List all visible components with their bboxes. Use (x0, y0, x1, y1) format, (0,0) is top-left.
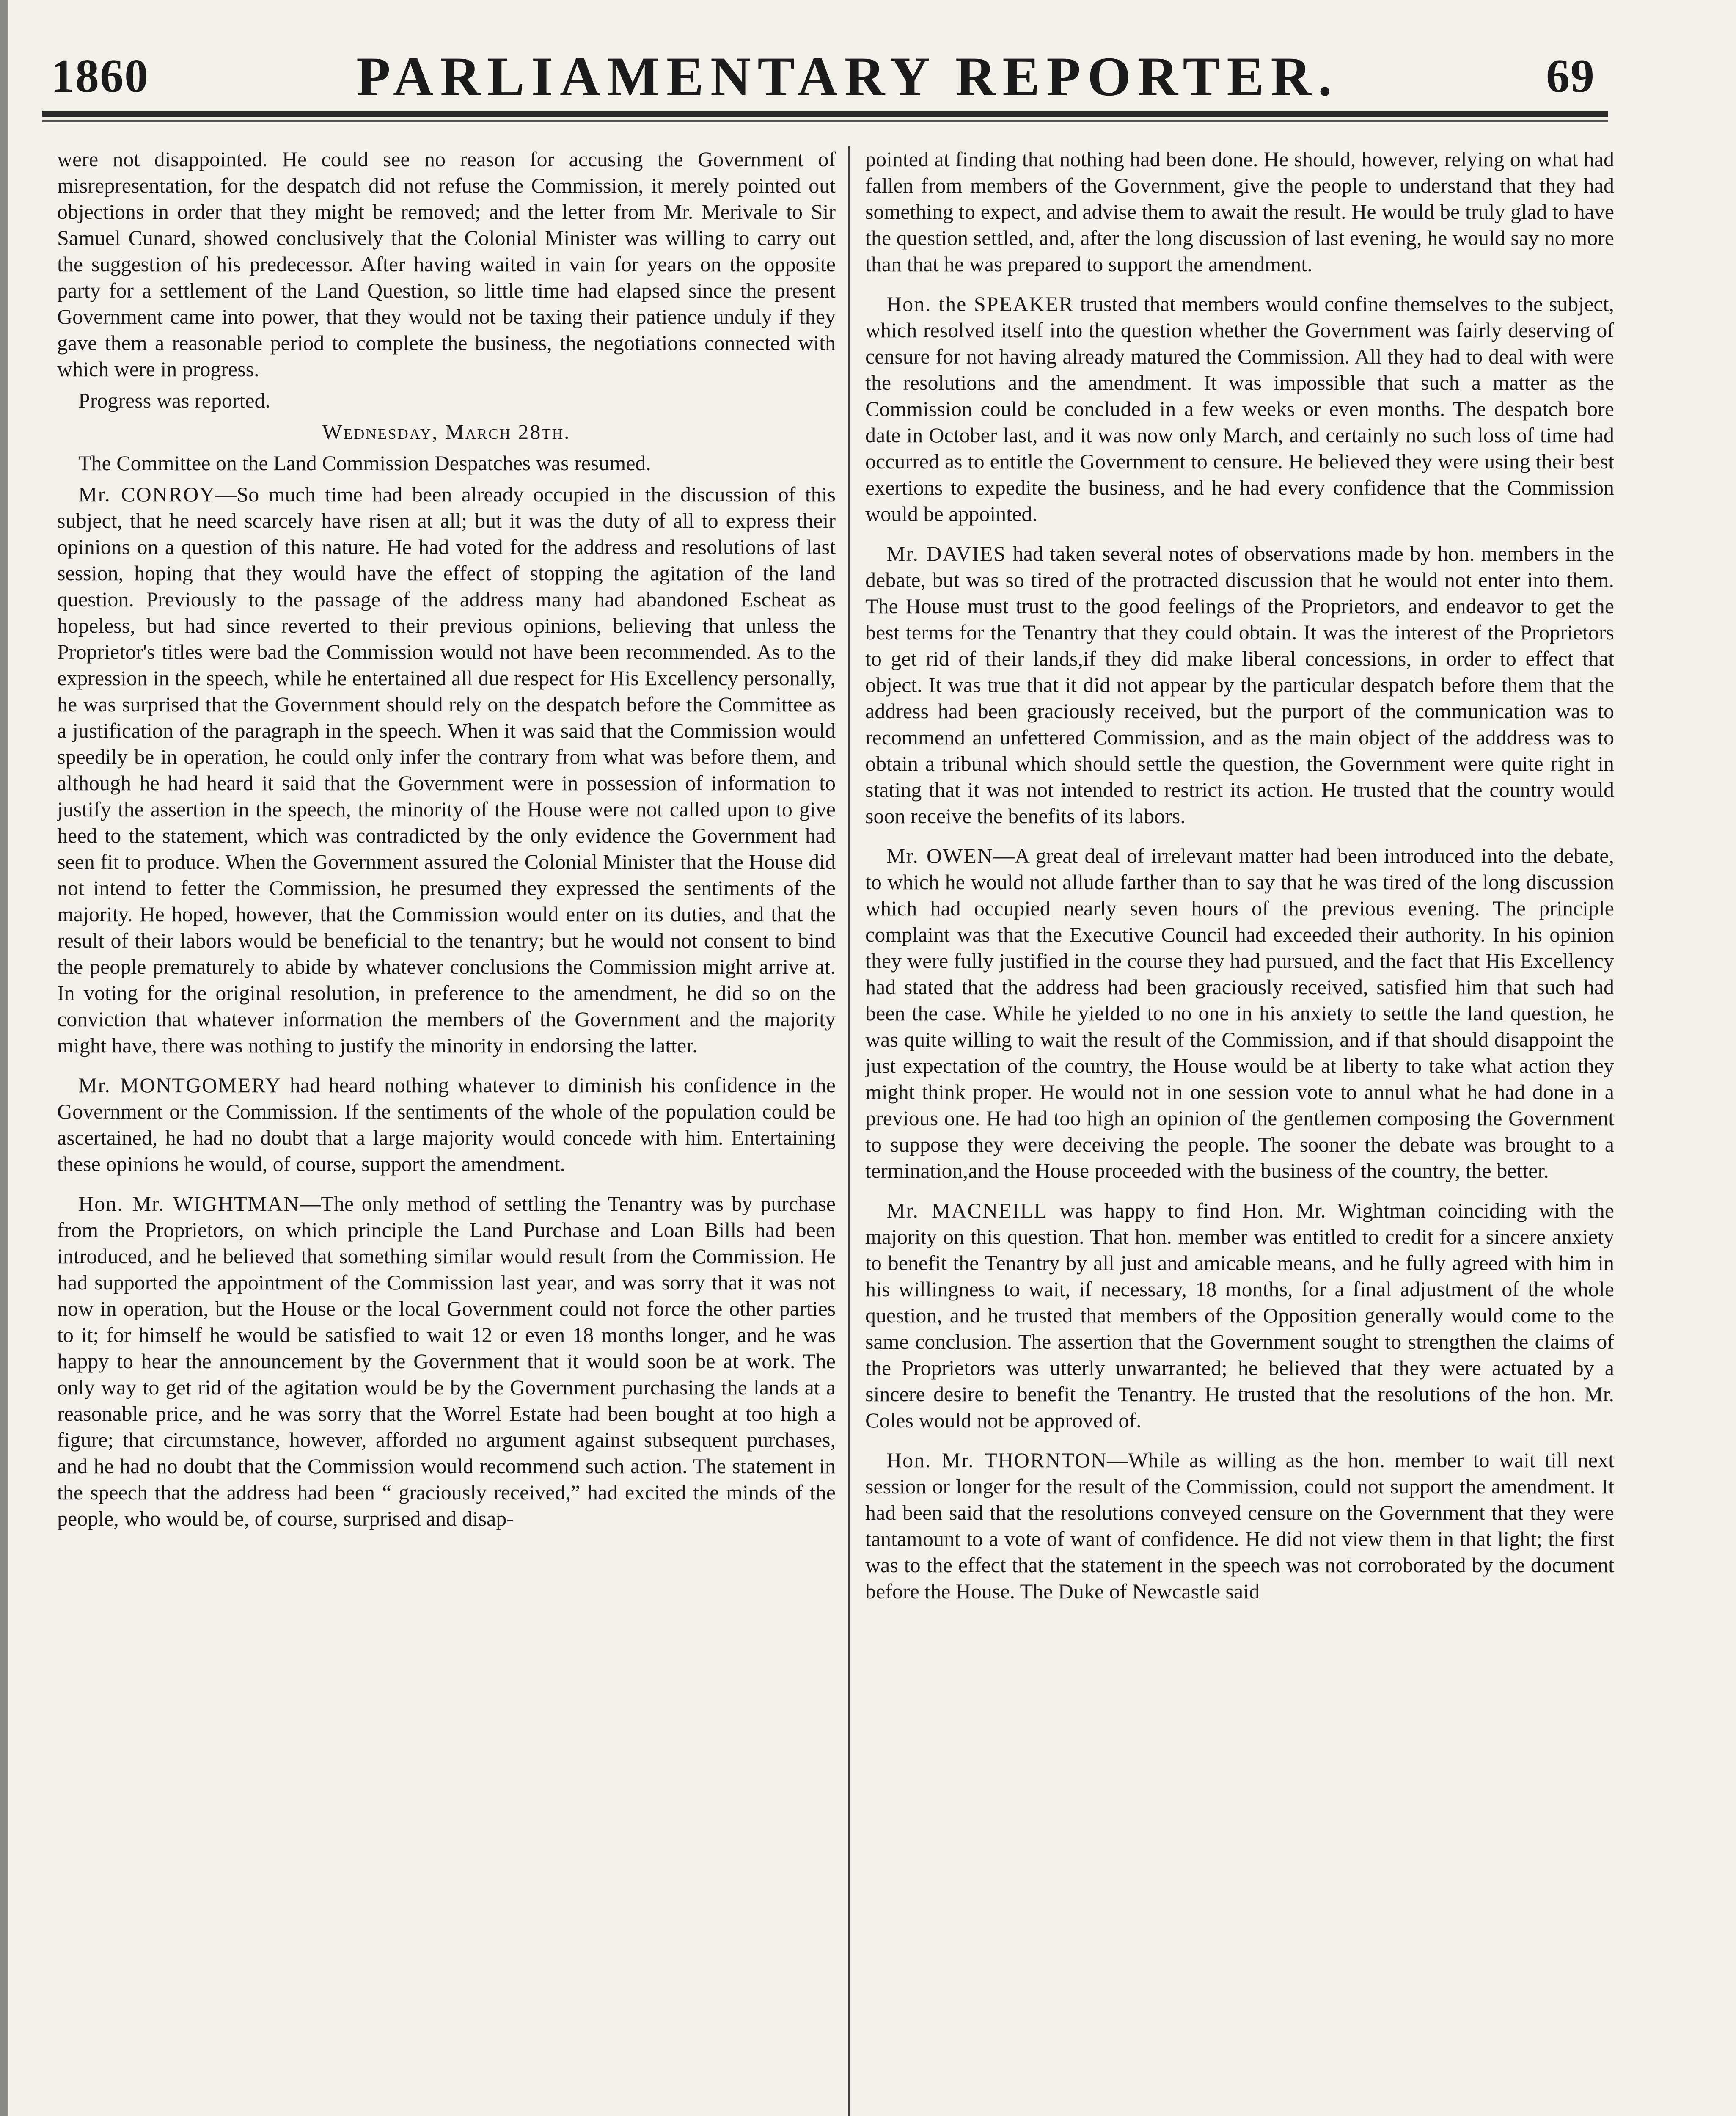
speech-montgomery: Mr. MONTGOMERY had heard nothing whatever to diminish his confidence in the Government or the Commission. If the sentiments of the whole of the population could be ascertained, he had no doubt that a large majority would concede with him. Entertaining these opinions he would, of course, support the amendment. (57, 1073, 836, 1176)
speaker-name: Hon. Mr. WIGHTMAN (78, 1192, 300, 1215)
paragraph-progress: Progress was reported. (78, 388, 271, 412)
page-number: 69 (1546, 50, 1595, 102)
page-header (51, 40, 1595, 112)
column-divider (848, 146, 850, 2116)
header-year: 1860 (51, 50, 149, 102)
right-column (865, 146, 1614, 2116)
speaker-name: Mr. DAVIES (886, 542, 1007, 565)
paragraph-continuation: pointed at finding that nothing had been done. He should, however, relying on what had fallen from members of the Government, give the people to understand that they had something to expect, and advise them to await the result. He would be truly glad to have the question settled, and, after the long discussion of last evening, he would say no more than that he was prepared to support the amendment. (865, 147, 1614, 276)
speech-speaker: Hon. the SPEAKER trusted that members would confine themselves to the subject, which resolved itself into the question whether the Government was fairly deserving of censure for not having already matured the Commission. All they had to deal with were the resolutions and the amendment. It was impossible that such a matter as the Commission could be concluded in a few weeks or even months. The despatch bore date in October last, and it was now only March, and certainly no such loss of time had occurred as to entitle the Government to censure. He believed they were using their best exertions to expedite the business, and he had every confidence that the Commission would be appointed. (865, 292, 1614, 526)
speech-conroy: Mr. CONROY—So much time had been already occupied in the discussion of this subject, that he need scarcely have risen at all; but it was the duty of all to express their opinions on a question of this nature. He had voted for the address and resolutions of last session, hoping that they would have the effect of stopping the agitation of the land question. Previously to the passage of the address many had abandoned Escheat as hopeless, but had since reverted to their previous opinions, believing that unless the Proprietor's titles were bad the Commission would not have been recommended. As to the expression in the speech, while he entertained all due respect for His Excellency personally, he was surprised that the Government should rely on the despatch before the Committee as a justification of the paragraph in the speech. When it was said that the Commission would speedily be in operation, he could only infer the contrary from what was before them, and although he had heard it said that the Government were in possession of information to justify the assertion in the speech, the minority of the House were not called upon to give heed to the statement, which was contradicted by the only evidence the Government had seen fit to produce. When the Government assured the Colonial Minister that the House did not intend to fetter the Commission, he presumed they expressed the sentiments of the majority. He hoped, however, that the Commission would enter on its duties, and that the result of their labors would be beneficial to the tenantry; but he would not consent to bind the people prematurely to abide by whatever conclusions the Commission might arrive at. In voting for the original resolution, in preference to the amendment, he did so on the conviction that whatever information the members of the Government and the majority might have, there was nothing to justify the minority in endorsing the latter. (57, 482, 836, 1057)
speech-davies: Mr. DAVIES had taken several notes of observations made by hon. members in the debate, but was so tired of the protracted discussion that he would not enter into them. The House must trust to the good feelings of the Proprietors, and endeavor to get the best terms for the Tenantry that they could obtain. It was the interest of the Proprietors to get rid of their lands,if they did make liberal concessions, in order to effect that object. It was true that it did not appear by the particular despatch before them that the address had been graciously received, but the purport of the communication was to recommend an unfettered Commission, and as the main object of the adddress was to obtain a tribunal which should settle the question, the Government were quite right in stating that it was not intended to restrict its action. He trusted that the country would soon receive the benefits of its labors. (865, 542, 1614, 828)
speech-wightman: Hon. Mr. WIGHTMAN—The only method of settling the Tenantry was by purchase from the Proprietors, on which principle the Land Purchase and Loan Bills had been introduced, and he believed that something similar would result from the Commission. He had supported the appointment of the Commission last year, and was sorry that it was not now in operation, but the House or the local Government could not force the other parties to it; for himself he would be satisfied to wait 12 or even 18 months longer, and he was happy to hear the announcement by the Government that it would soon be at work. The only way to get rid of the agitation would be by the Government purchasing the lands at a reasonable price, and he was sorry that the Worrel Estate had been bought at too high a figure; that circumstance, however, afforded no argument against subsequent purchases, and he had no doubt that the Commission would recommend such action. The statement in the speech that the address had been “ graciously received,” had excited the minds of the people, who would be, of course, surprised and disap- (57, 1192, 836, 1530)
speaker-name: Mr. OWEN (886, 844, 993, 868)
speech-thornton: Hon. Mr. THORNTON—While as willing as the hon. member to wait till next session or longer for the result of the Commission, could not support the amendment. It had been said that the resolutions conveyed censure on the Government that they were tantamount to a vote of want of confidence. He did not view them in that light; the first was to the effect that the statement in the speech was not corroborated by the document before the House. The Duke of Newcastle said (865, 1448, 1614, 1603)
speaker-name: Mr. CONROY (78, 482, 216, 506)
speech-macneill: Mr. MACNEILL was happy to find Hon. Mr. Wightman coinciding with the majority on this question. That hon. member was entitled to credit for a sincere anxiety to benefit the Tenantry by all just and amicable means, and he fully agreed with him in his willingness to wait, if necessary, 18 months, for a final adjustment of the whole question, and he trusted that members of the Opposition generally would come to the same conclusion. The assertion that the Government sought to strengthen the claims of the Proprietors was utterly unwarranted; he believed that they were actuated by a sincere desire to benefit the Tenantry. He trusted that the resolutions of the hon. Mr. Coles would not be approved of. (865, 1199, 1614, 1432)
speaker-name: Mr. MACNEILL (886, 1199, 1048, 1222)
session-date: Wednesday, March 28th. (322, 420, 571, 444)
speaker-name: Hon. Mr. THORNTON (886, 1448, 1107, 1472)
publication-title: PARLIAMENTARY REPORTER. (356, 45, 1339, 107)
speech-owen: Mr. OWEN—A great deal of irrelevant matter had been introduced into the debate, to which he would not allude farther than to say that he was tired of the long discussion which had occupied nearly seven hours of the previous evening. The principle complaint was that the Executive Council had exceeded their authority. In his opinion they were fully justified in the course they had pursued, and the fact that His Excellency had stated that the address had been graciously received, satisfied him that such had been the case. While he yielded to no one in his anxiety to settle the land question, he was quite willing to wait the result of the Commission, and if that should disappoint the just expectation of the country, the House would be at liberty to take what action they might think proper. He would not in one session vote to annul what he had done in a previous one. He had too high an opinion of the gentlemen composing the Government to suppose they were deceiving the people. The sooner the debate was brought to a termination,and the House proceeded with the business of the country, the better. (865, 844, 1614, 1182)
left-column (57, 146, 836, 2116)
page-edge-shadow (0, 0, 8, 2116)
speaker-name: Mr. MONTGOMERY (78, 1073, 281, 1097)
header-rule-thick (42, 111, 1608, 117)
header-rule-thin (42, 120, 1608, 122)
speaker-name: Hon. the SPEAKER (886, 292, 1074, 316)
paragraph-committee: The Committee on the Land Commission Despatches was resumed. (78, 451, 651, 475)
paragraph-continuation: were not disappointed. He could see no reason for accusing the Government of misrepresentation, for the despatch did not refuse the Commission, it merely pointed out objections in order that they might be removed; and the letter from Mr. Merivale to Sir Samuel Cunard, showed conclusively that the Colonial Minister was willing to carry out the suggestion of his predecessor. After having waited in vain for years on the opposite party for a settlement of the Land Question, so little time had elapsed since the present Government came into power, that they would not be taxing their patience unduly if they gave them a reasonable period to complete the business, the negotiations connected with which were in progress. (57, 147, 836, 381)
